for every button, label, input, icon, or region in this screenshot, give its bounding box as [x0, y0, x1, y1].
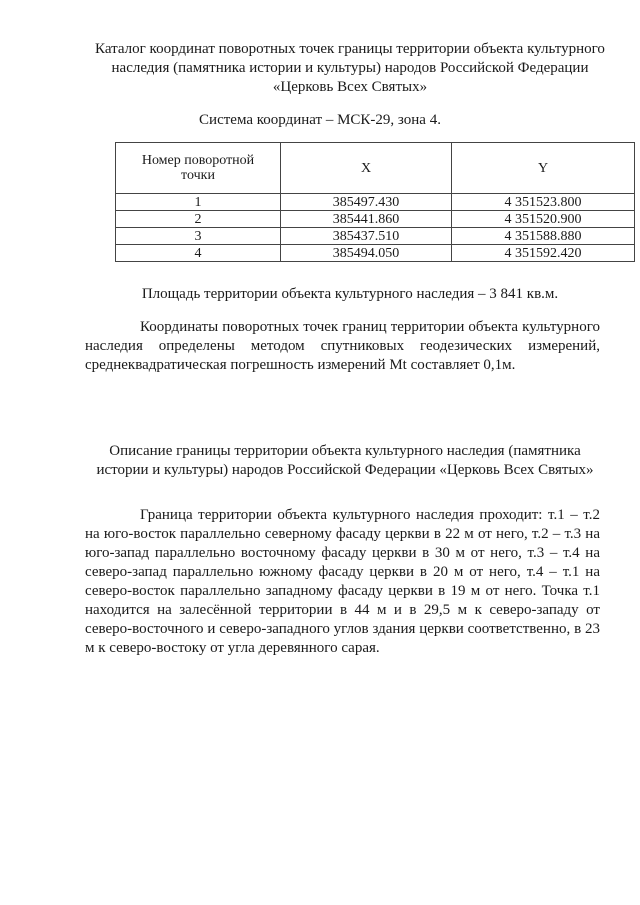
header-point-number: Номер поворотной точки	[116, 143, 281, 194]
accuracy-paragraph	[85, 318, 600, 375]
coordinate-system-line: Система координат – МСК-29, зона 4.	[199, 112, 441, 128]
x-cell: 385494.050	[281, 245, 452, 262]
x-cell: 385497.430	[281, 194, 452, 211]
point-number-cell: 2	[116, 211, 281, 228]
y-cell: 4 351523.800	[452, 194, 635, 211]
description-heading: Описание границы территории объекта культурного наследия (памятника истории и культуры) народов Российской Федерации «Церковь Всех Святых»	[96, 443, 594, 478]
header-y: Y	[452, 143, 635, 194]
description-paragraph-text: Граница территории объекта культурного наследия проходит: т.1 – т.2 на юго-восток параллельно северному фасаду церкви в 22 м от него, т.2 – т.3 на юго-запад параллельно восточному фасаду церкви в 30 м от него, т.3 – т.4 на северо-запад параллельно южному фасаду церкви в 20 м от него, т.4 – т.1 на северо-восток параллельно западному фасаду церкви в 19 м от него. Точка т.1 находится на залесённой территории в 44 м и в 29,5 м к северо-западу от северо-восточного и северо-западного углов здания церкви соответственно, в 23 м к северо-востоку от угла деревянного сарая.	[85, 507, 600, 656]
y-cell: 4 351592.420	[452, 245, 635, 262]
point-number-cell: 1	[116, 194, 281, 211]
y-cell: 4 351588.880	[452, 228, 635, 245]
coordinates-table	[115, 142, 635, 262]
point-number-cell: 3	[116, 228, 281, 245]
table-row	[116, 211, 635, 228]
table-row	[116, 245, 635, 262]
x-cell: 385441.860	[281, 211, 452, 228]
accuracy-paragraph-text: Координаты поворотных точек границ территории объекта культурного наследия определены методом спутниковых геодезических измерений, среднеквадратическая погрешность измерений Mt составляет 0,1м.	[85, 319, 600, 373]
catalog-heading: Каталог координат поворотных точек границы территории объекта культурного наследия (памятника истории и культуры) народов Российской Федерации «Церковь Всех Святых»	[95, 41, 605, 95]
y-cell: 4 351520.900	[452, 211, 635, 228]
point-number-cell: 4	[116, 245, 281, 262]
table-row	[116, 228, 635, 245]
description-paragraph	[85, 506, 600, 658]
area-statement: Площадь территории объекта культурного наследия – 3 841 кв.м.	[141, 286, 559, 302]
table-header-row	[116, 143, 635, 194]
header-x: X	[281, 143, 452, 194]
table-row	[116, 194, 635, 211]
x-cell: 385437.510	[281, 228, 452, 245]
